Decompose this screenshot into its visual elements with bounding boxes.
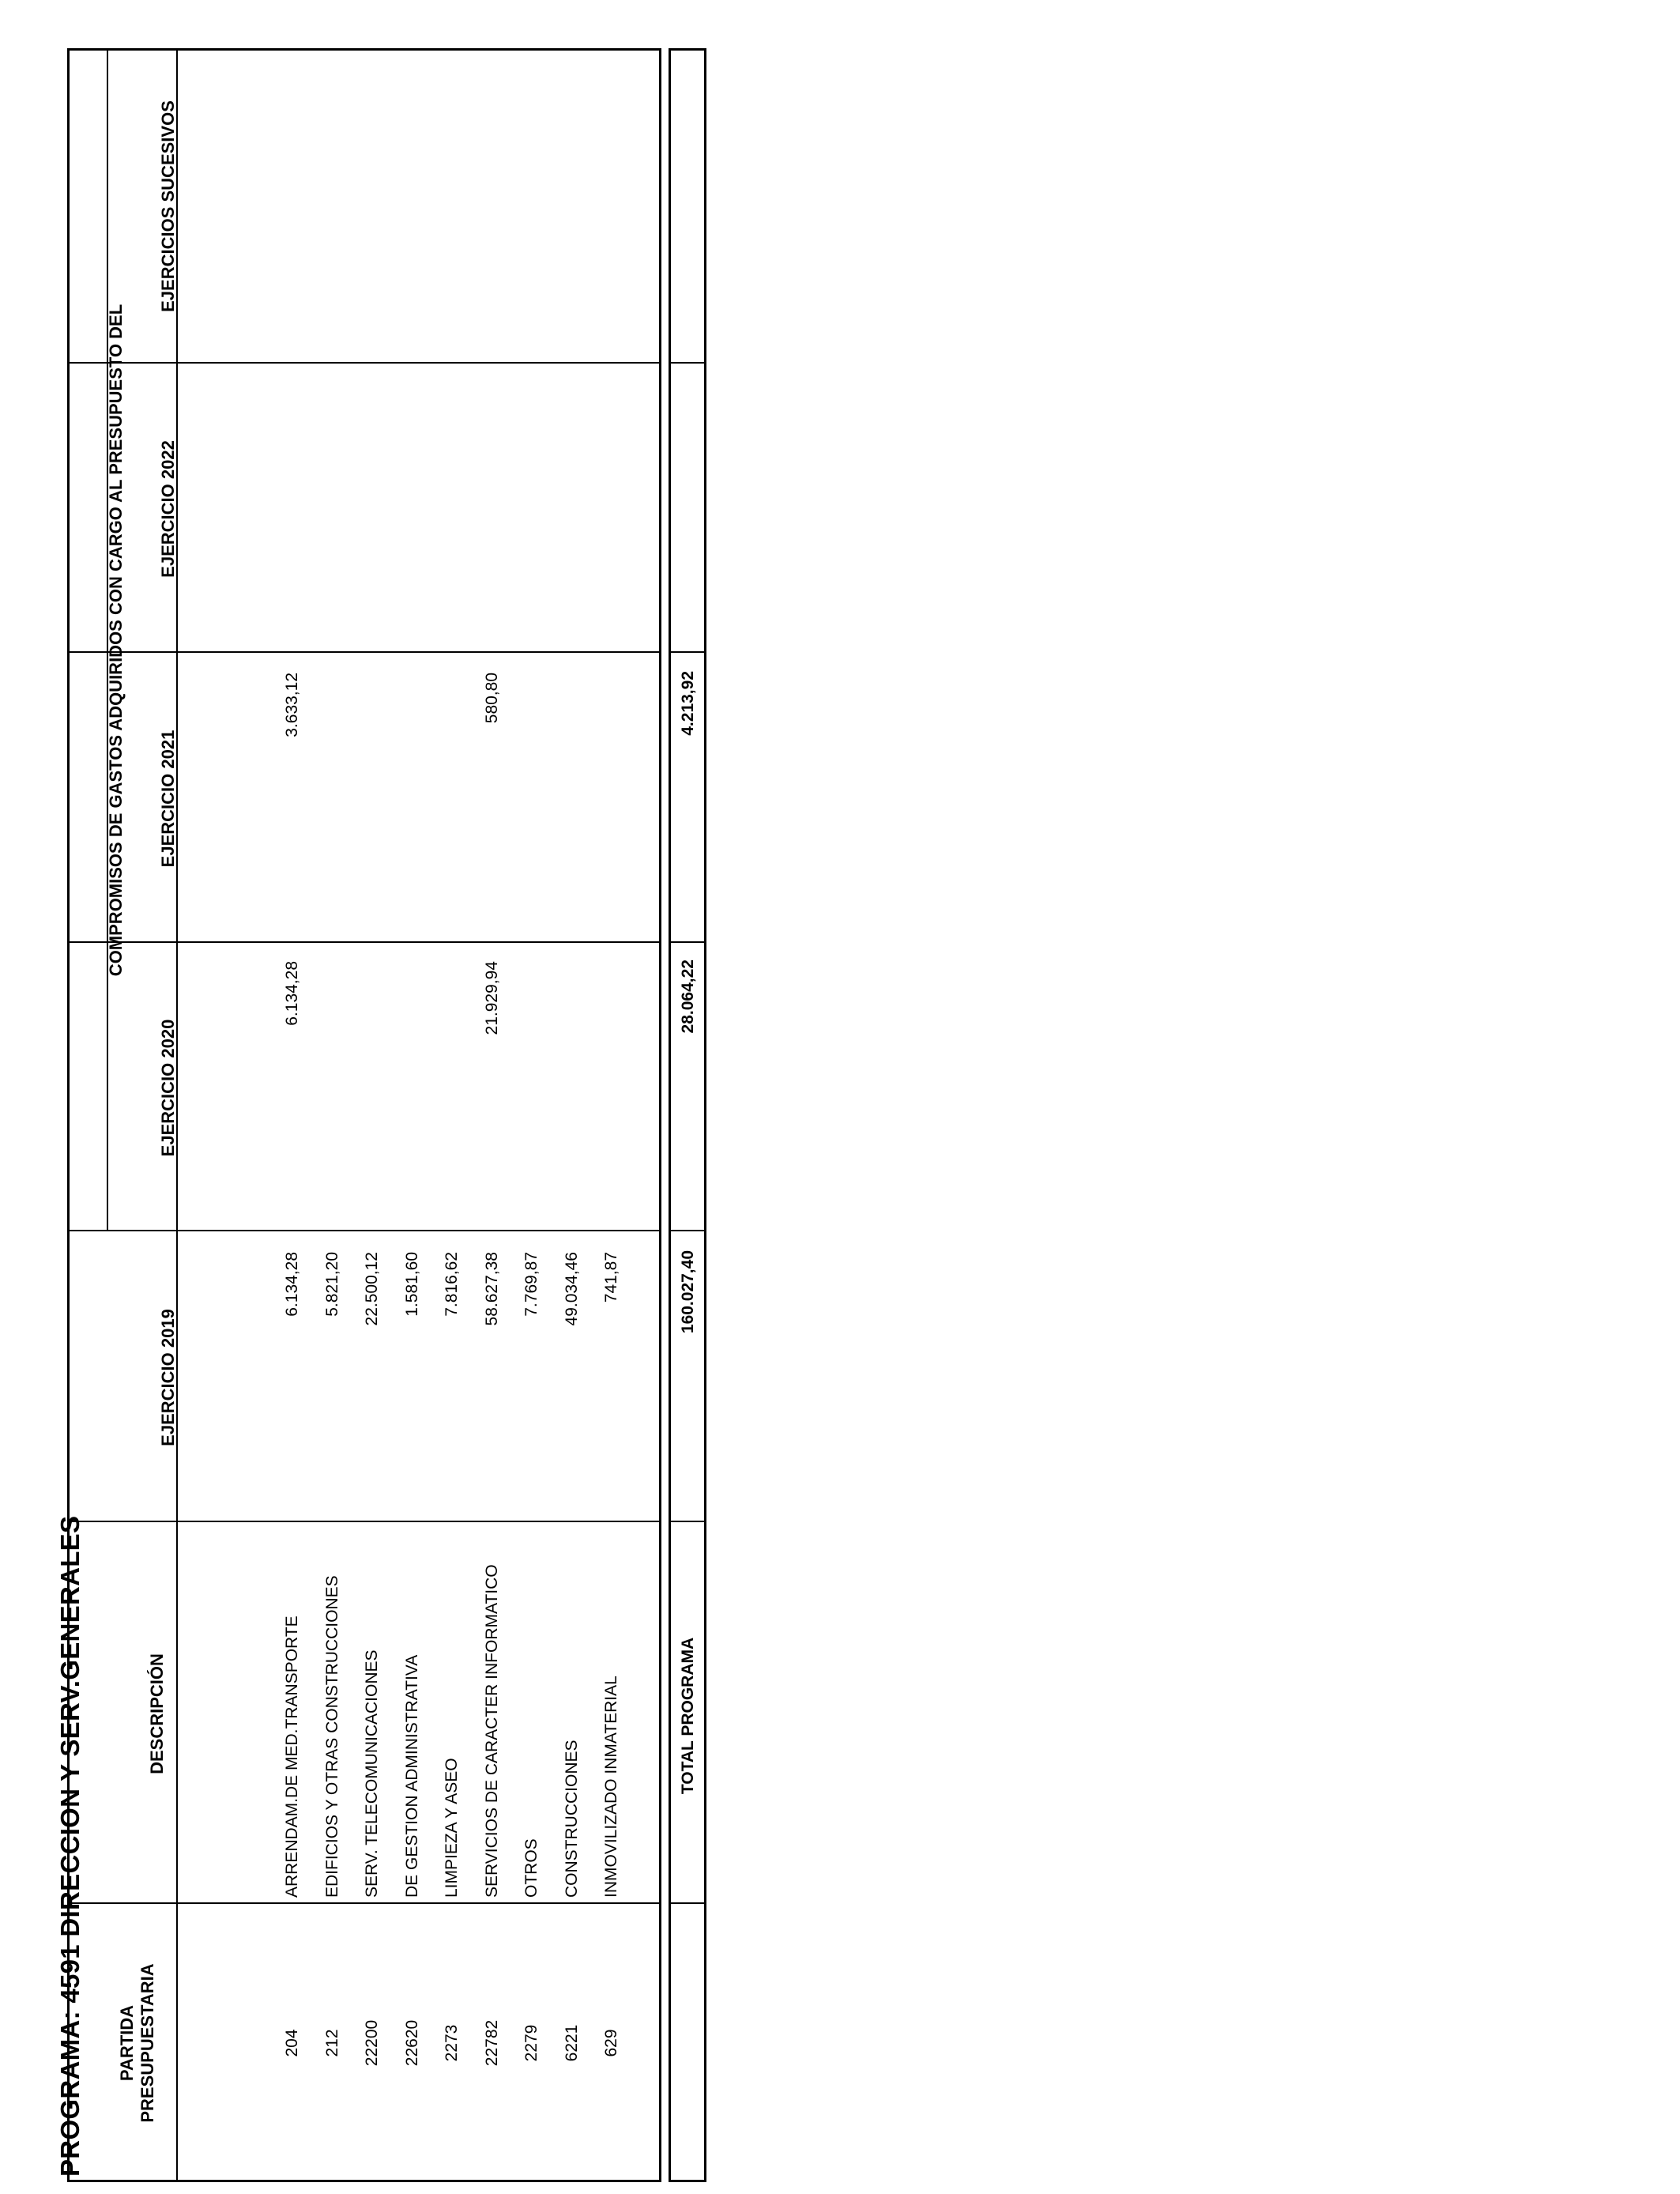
cell-ejercicio-2019: 5.821,20 xyxy=(322,1252,341,1317)
cell-ejercicio-2019: 7.769,87 xyxy=(522,1252,541,1317)
total-2019: 160.027,40 xyxy=(679,1250,697,1334)
cell-partida: 2279 xyxy=(522,2024,541,2062)
cell-descripcion: INMOVILIZADO INMATERIAL xyxy=(602,1676,620,1898)
cell-descripcion: CONSTRUCCIONES xyxy=(562,1740,581,1898)
header-ejercicio-2020: EJERCICIO 2020 xyxy=(158,1019,178,1157)
total-2021: 4.213,92 xyxy=(679,671,697,736)
header-ejercicio-2019: EJERCICIO 2019 xyxy=(158,1309,178,1446)
cell-ejercicio-2020: 21.929,94 xyxy=(482,961,501,1035)
cell-partida: 212 xyxy=(322,2029,341,2057)
cell-descripcion: EDIFICIOS Y OTRAS CONSTRUCCIONES xyxy=(322,1575,341,1898)
cell-partida: 629 xyxy=(602,2029,620,2057)
cell-ejercicio-2019: 1.581,60 xyxy=(402,1252,421,1317)
cell-partida: 22620 xyxy=(402,2019,421,2067)
cell-descripcion: ARRENDAM.DE MED.TRANSPORTE xyxy=(283,1615,301,1898)
page-title: PROGRAMA: 4591 DIRECCION Y SERV.GENERALES xyxy=(55,1515,85,2177)
cell-partida: 22200 xyxy=(363,2019,381,2067)
cell-ejercicio-2019: 58.627,38 xyxy=(482,1252,501,1326)
cell-partida: 6221 xyxy=(562,2024,581,2062)
header-group: COMPROMISOS DE GASTOS ADQUIRIDOS CON CARGO AL PRESUPUESTO DEL xyxy=(106,303,126,977)
header-ejercicios-sucesivos: EJERCICIOS SUCESIVOS xyxy=(158,100,178,312)
cell-descripcion: OTROS xyxy=(522,1838,541,1898)
header-descripcion: DESCRIPCIÓN xyxy=(147,1653,167,1774)
cell-ejercicio-2019: 49.034,46 xyxy=(562,1252,581,1326)
cell-ejercicio-2019: 7.816,62 xyxy=(443,1252,461,1317)
cell-partida: 22782 xyxy=(482,2019,501,2067)
cell-descripcion: DE GESTION ADMINISTRATIVA xyxy=(402,1654,421,1898)
cell-ejercicio-2019: 741,87 xyxy=(602,1252,620,1303)
header-ejercicio-2022: EJERCICIO 2022 xyxy=(158,440,178,578)
cell-descripcion: LIMPIEZA Y ASEO xyxy=(443,1758,461,1898)
cell-partida: 204 xyxy=(283,2029,301,2057)
cell-ejercicio-2019: 22.500,12 xyxy=(363,1252,381,1326)
cell-descripcion: SERV. TELECOMUNICACIONES xyxy=(363,1649,381,1898)
cell-descripcion: SERVICIOS DE CARACTER INFORMATICO xyxy=(482,1564,501,1898)
cell-ejercicio-2019: 6.134,28 xyxy=(283,1252,301,1317)
cell-ejercicio-2020: 6.134,28 xyxy=(283,961,301,1026)
header-ejercicio-2021: EJERCICIO 2021 xyxy=(158,729,178,868)
cell-ejercicio-2021: 580,80 xyxy=(482,673,501,724)
cell-partida: 2273 xyxy=(443,2024,461,2062)
total-label: TOTAL PROGRAMA xyxy=(679,1637,697,1795)
cell-ejercicio-2021: 3.633,12 xyxy=(283,673,301,737)
header-partida: PARTIDA PRESUPUESTARIA xyxy=(117,1963,157,2123)
total-2020: 28.064,22 xyxy=(679,959,697,1034)
